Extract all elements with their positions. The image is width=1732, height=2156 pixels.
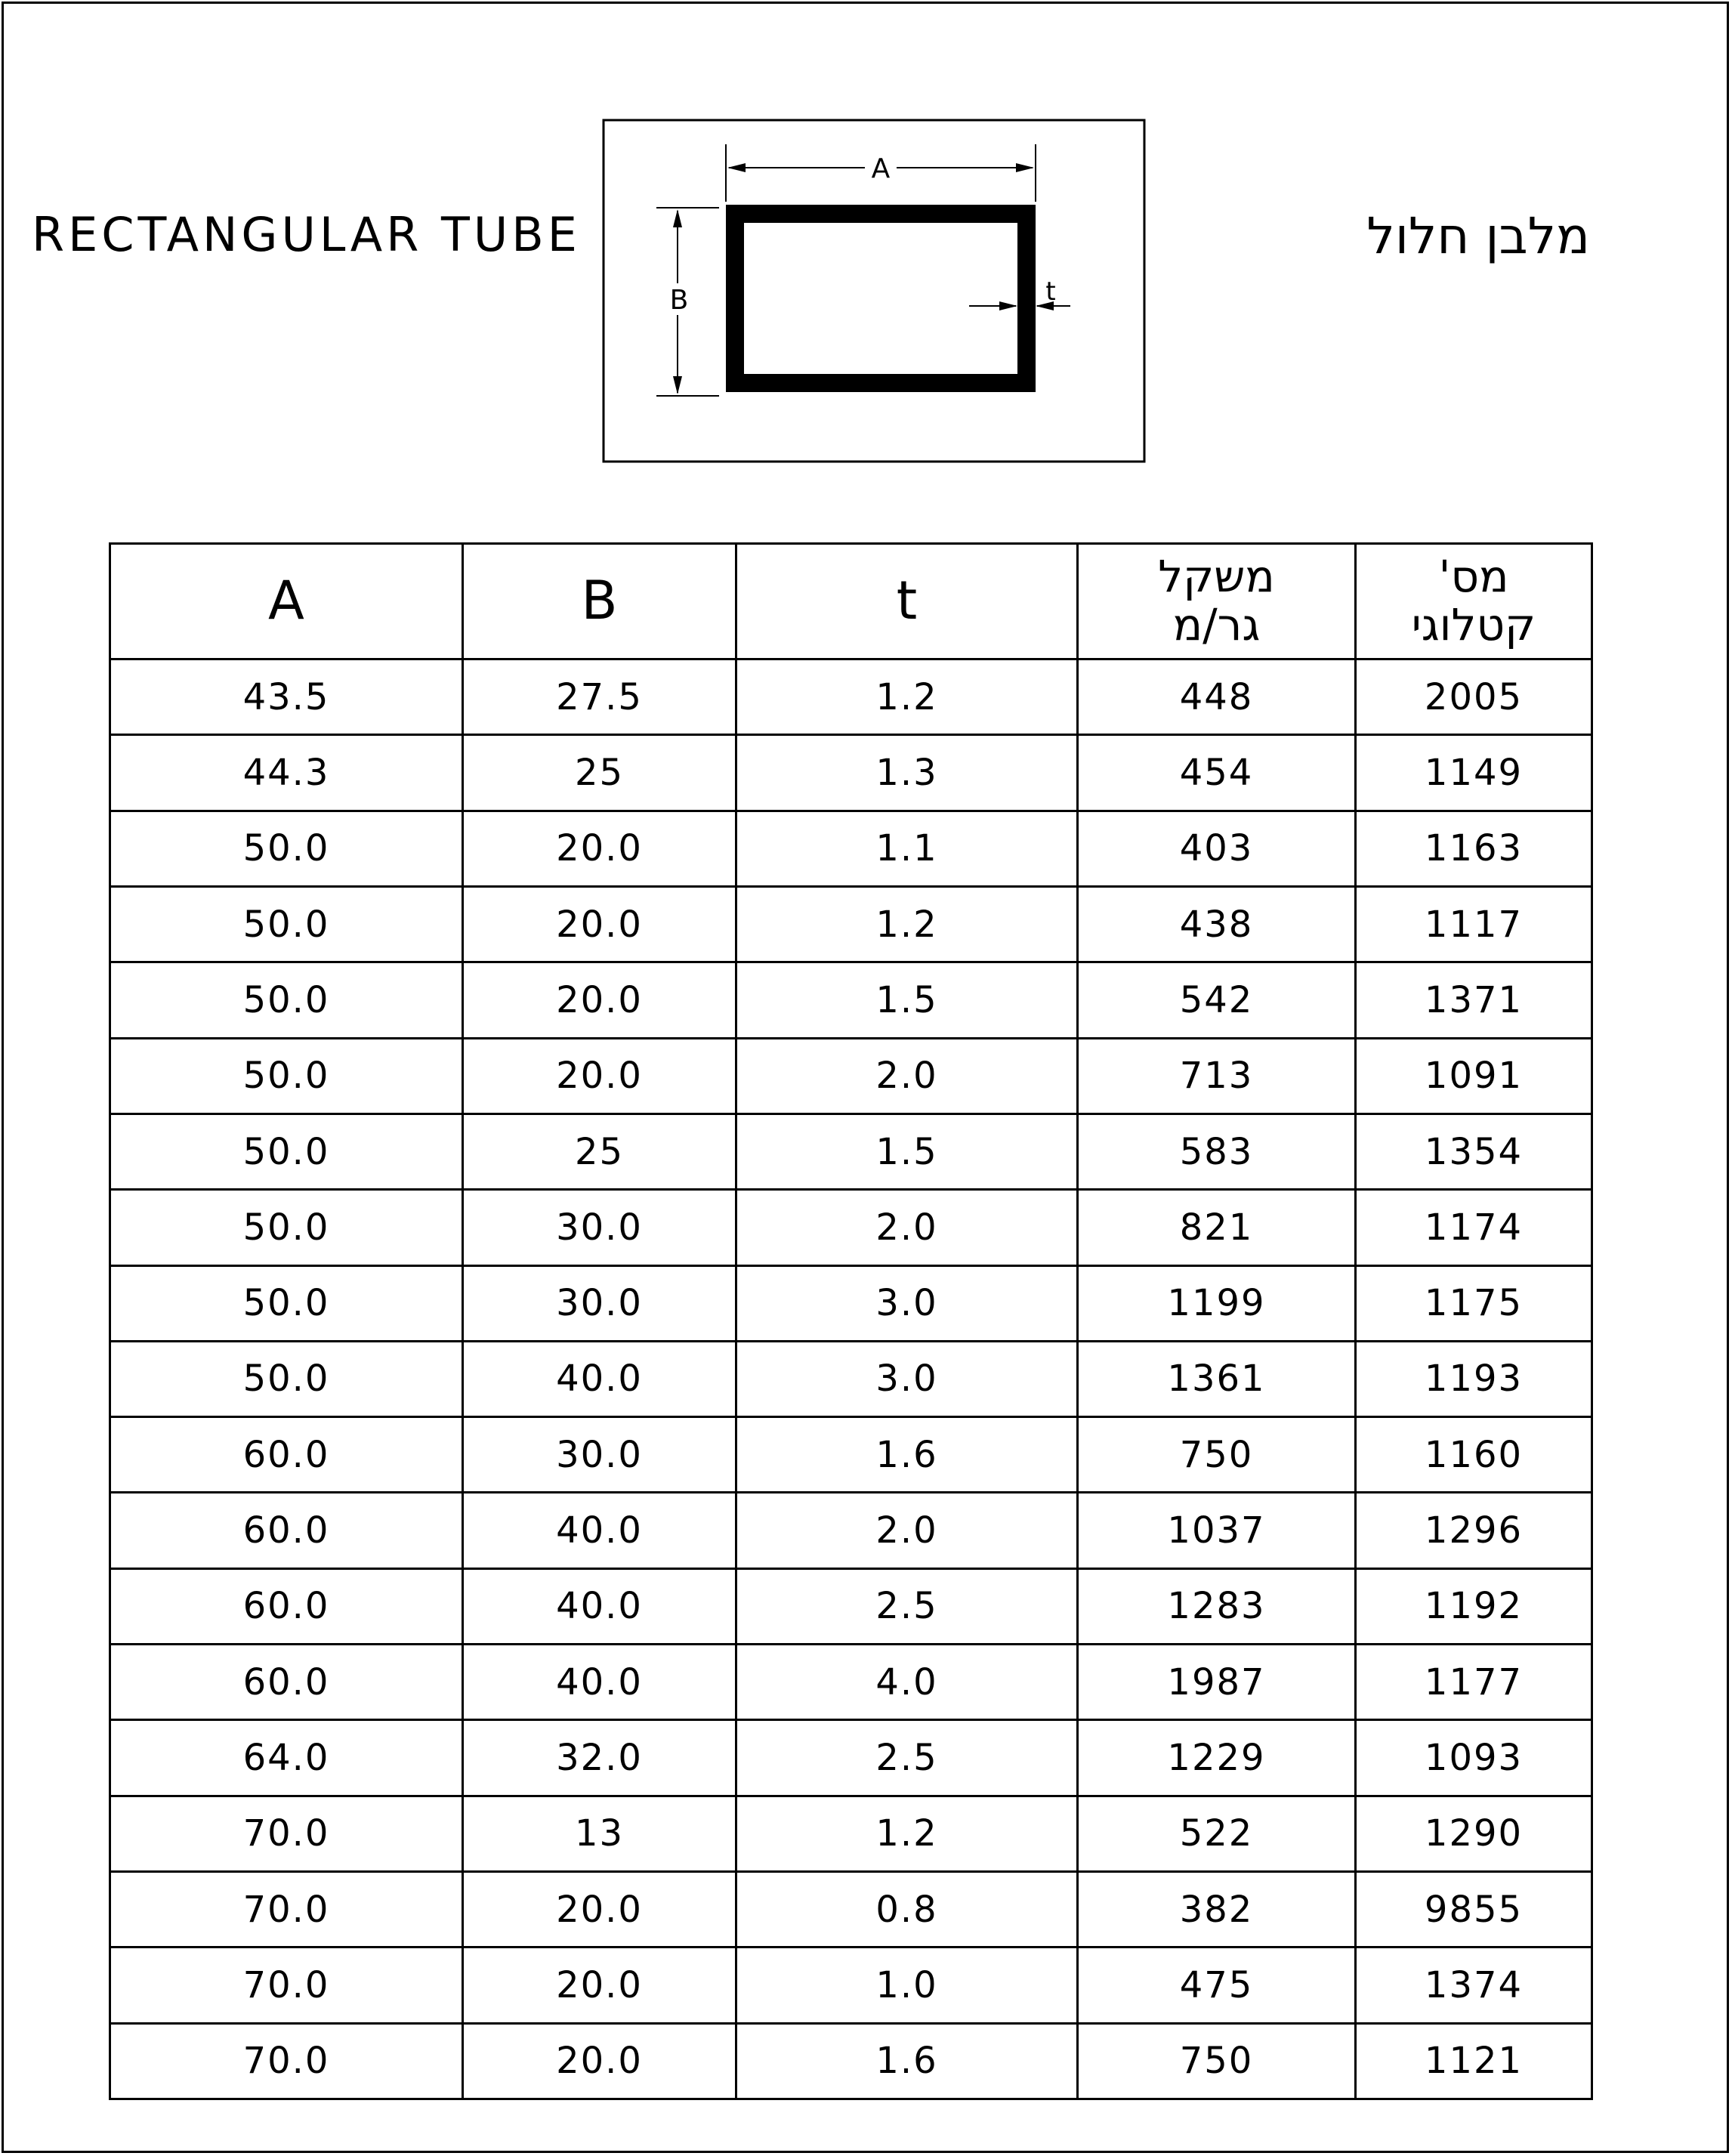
cell-b: 13 [463, 1796, 736, 1871]
cell-b: 20.0 [463, 962, 736, 1038]
dimension-label-t: t [1045, 276, 1056, 307]
table-body [110, 659, 1592, 2099]
cell-b: 25 [463, 1114, 736, 1189]
cell-a: 50.0 [110, 1114, 463, 1189]
table-row [110, 659, 1592, 735]
table-row [110, 1493, 1592, 1568]
header-weight-line1: משקל [1158, 551, 1275, 603]
cell-weight: 821 [1078, 1190, 1356, 1265]
cell-weight: 448 [1078, 659, 1356, 735]
header-b: B [463, 544, 736, 659]
cell-weight: 750 [1078, 2023, 1356, 2099]
cell-catalog: 1175 [1356, 1265, 1592, 1341]
cell-b: 20.0 [463, 1038, 736, 1114]
title-english: RECTANGULAR TUBE [32, 207, 581, 262]
cell-weight: 750 [1078, 1417, 1356, 1493]
cell-weight: 1361 [1078, 1341, 1356, 1416]
cell-weight: 713 [1078, 1038, 1356, 1114]
cell-catalog: 1177 [1356, 1645, 1592, 1720]
table-row [110, 1796, 1592, 1871]
cell-b: 20.0 [463, 2023, 736, 2099]
cell-a: 50.0 [110, 962, 463, 1038]
table-row [110, 1265, 1592, 1341]
cell-t: 2.0 [736, 1493, 1078, 1568]
cell-catalog: 1290 [1356, 1796, 1592, 1871]
cell-b: 30.0 [463, 1417, 736, 1493]
cell-weight: 438 [1078, 886, 1356, 962]
cell-b: 40.0 [463, 1493, 736, 1568]
dimensions-table [109, 542, 1593, 2100]
cell-weight: 1229 [1078, 1720, 1356, 1796]
cell-t: 1.2 [736, 886, 1078, 962]
cell-weight: 454 [1078, 735, 1356, 811]
table-row [110, 1417, 1592, 1493]
cell-catalog: 1117 [1356, 886, 1592, 962]
cell-a: 50.0 [110, 1038, 463, 1114]
cell-catalog: 1296 [1356, 1493, 1592, 1568]
cell-b: 40.0 [463, 1568, 736, 1644]
cell-a: 64.0 [110, 1720, 463, 1796]
cell-t: 0.8 [736, 1872, 1078, 1948]
cell-b: 30.0 [463, 1265, 736, 1341]
cell-weight: 542 [1078, 962, 1356, 1038]
cell-t: 3.0 [736, 1265, 1078, 1341]
cell-a: 50.0 [110, 811, 463, 886]
cell-t: 1.0 [736, 1948, 1078, 2023]
cell-a: 44.3 [110, 735, 463, 811]
cell-a: 70.0 [110, 2023, 463, 2099]
table-row [110, 811, 1592, 886]
cell-t: 1.5 [736, 962, 1078, 1038]
cell-catalog: 1149 [1356, 735, 1592, 811]
cell-b: 32.0 [463, 1720, 736, 1796]
cell-t: 1.6 [736, 1417, 1078, 1493]
cell-b: 20.0 [463, 1872, 736, 1948]
cell-a: 60.0 [110, 1493, 463, 1568]
cell-weight: 403 [1078, 811, 1356, 886]
header-catalog-line2: קטלוגי [1411, 599, 1536, 650]
cell-catalog: 1174 [1356, 1190, 1592, 1265]
cell-catalog: 9855 [1356, 1872, 1592, 1948]
cell-b: 20.0 [463, 1948, 736, 2023]
header-weight-line2: גר/מ [1172, 599, 1261, 650]
cell-t: 2.5 [736, 1568, 1078, 1644]
cell-weight: 522 [1078, 1796, 1356, 1871]
cell-t: 2.5 [736, 1720, 1078, 1796]
cell-t: 3.0 [736, 1341, 1078, 1416]
table-row [110, 1568, 1592, 1644]
cell-a: 50.0 [110, 1341, 463, 1416]
cell-catalog: 1354 [1356, 1114, 1592, 1189]
cell-t: 1.6 [736, 2023, 1078, 2099]
table-row [110, 1190, 1592, 1265]
table-header-row [110, 544, 1592, 659]
cell-a: 60.0 [110, 1417, 463, 1493]
cell-catalog: 2005 [1356, 659, 1592, 735]
table-row [110, 1341, 1592, 1416]
table-row [110, 1645, 1592, 1720]
dimension-label-b: B [669, 285, 689, 316]
tube-profile-shape [735, 214, 1027, 383]
dimension-label-a: A [871, 153, 891, 184]
cell-a: 50.0 [110, 886, 463, 962]
cell-catalog: 1193 [1356, 1341, 1592, 1416]
cell-b: 25 [463, 735, 736, 811]
cell-b: 40.0 [463, 1645, 736, 1720]
title-hebrew: מלבן חלול [1366, 207, 1590, 265]
table-row [110, 1948, 1592, 2023]
cell-catalog: 1093 [1356, 1720, 1592, 1796]
cell-t: 2.0 [736, 1038, 1078, 1114]
cell-weight: 1037 [1078, 1493, 1356, 1568]
cell-a: 50.0 [110, 1265, 463, 1341]
cell-t: 1.2 [736, 659, 1078, 735]
cell-b: 20.0 [463, 811, 736, 886]
cell-weight: 583 [1078, 1114, 1356, 1189]
cell-a: 50.0 [110, 1190, 463, 1265]
cell-catalog: 1091 [1356, 1038, 1592, 1114]
cell-catalog: 1163 [1356, 811, 1592, 886]
table-row [110, 1872, 1592, 1948]
cell-a: 70.0 [110, 1796, 463, 1871]
tube-cross-section-diagram [602, 119, 1146, 463]
cell-a: 43.5 [110, 659, 463, 735]
header-catalog-line1: מס' [1438, 551, 1509, 603]
cell-t: 1.3 [736, 735, 1078, 811]
header-a: A [110, 544, 463, 659]
cell-t: 4.0 [736, 1645, 1078, 1720]
cell-weight: 1987 [1078, 1645, 1356, 1720]
table-row [110, 1114, 1592, 1189]
header-weight [1078, 544, 1356, 659]
cell-weight: 1283 [1078, 1568, 1356, 1644]
cell-catalog: 1192 [1356, 1568, 1592, 1644]
cell-catalog: 1374 [1356, 1948, 1592, 2023]
table-row [110, 886, 1592, 962]
header-catalog-number [1356, 544, 1592, 659]
cell-t: 1.1 [736, 811, 1078, 886]
cell-a: 60.0 [110, 1568, 463, 1644]
cell-b: 30.0 [463, 1190, 736, 1265]
cell-b: 40.0 [463, 1341, 736, 1416]
cell-a: 60.0 [110, 1645, 463, 1720]
cell-a: 70.0 [110, 1948, 463, 2023]
cell-weight: 382 [1078, 1872, 1356, 1948]
cell-b: 27.5 [463, 659, 736, 735]
header-t: t [736, 544, 1078, 659]
cell-catalog: 1371 [1356, 962, 1592, 1038]
cell-weight: 1199 [1078, 1265, 1356, 1341]
cell-b: 20.0 [463, 886, 736, 962]
cell-a: 70.0 [110, 1872, 463, 1948]
table-row [110, 1038, 1592, 1114]
cell-weight: 475 [1078, 1948, 1356, 2023]
cell-t: 2.0 [736, 1190, 1078, 1265]
cell-t: 1.2 [736, 1796, 1078, 1871]
cell-catalog: 1160 [1356, 1417, 1592, 1493]
table-row [110, 2023, 1592, 2099]
cell-catalog: 1121 [1356, 2023, 1592, 2099]
table-row [110, 962, 1592, 1038]
cell-t: 1.5 [736, 1114, 1078, 1189]
table-row [110, 735, 1592, 811]
table-row [110, 1720, 1592, 1796]
